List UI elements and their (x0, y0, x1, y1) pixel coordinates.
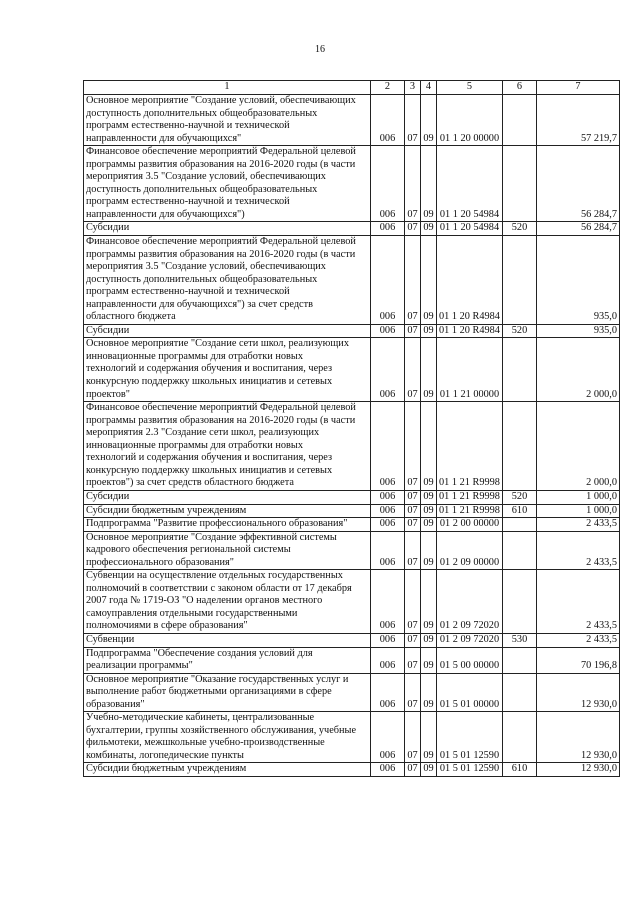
code-6-cell: 520 (503, 222, 537, 236)
code-5-cell: 01 2 09 00000 (437, 531, 503, 570)
code-5-cell: 01 5 01 12590 (437, 712, 503, 763)
code-2-cell: 006 (371, 570, 405, 634)
row-name-line: конкурсную поддержку школьных инициатив и сетевых (86, 376, 333, 388)
code-2-cell: 006 (371, 647, 405, 673)
row-name-line: Подпрограмма "Обеспечение создания условий для (86, 647, 313, 659)
row-name-line: 2007 года № 1719-ОЗ "О наделении органов местного (86, 595, 323, 607)
table-header-row (84, 81, 620, 95)
code-5-cell: 01 1 20 54984 (437, 146, 503, 222)
code-6-cell (503, 712, 537, 763)
code-5-cell: 01 5 01 00000 (437, 673, 503, 712)
row-name-line: полномочиями в сфере образования" (86, 620, 248, 632)
amount-cell: 2 433,5 (537, 531, 620, 570)
row-name-cell (84, 647, 371, 673)
code-6-cell (503, 402, 537, 491)
row-name-line: направленности для обучающихся" (86, 132, 242, 144)
code-3-cell: 07 (405, 712, 421, 763)
code-4-cell: 09 (421, 518, 437, 532)
table-row (84, 236, 620, 325)
row-name-line: образования" (86, 698, 145, 710)
table-row (84, 673, 620, 712)
code-5-cell: 01 2 09 72020 (437, 570, 503, 634)
amount-cell: 70 196,8 (537, 647, 620, 673)
code-3-cell: 07 (405, 531, 421, 570)
code-4-cell: 09 (421, 402, 437, 491)
code-4-cell: 09 (421, 570, 437, 634)
code-3-cell: 07 (405, 633, 421, 647)
row-name-line: программы развития образования на 2016-2020 годы (в части (86, 158, 356, 170)
amount-cell: 56 284,7 (537, 222, 620, 236)
row-name-cell (84, 504, 371, 518)
code-2-cell: 006 (371, 95, 405, 146)
table-row (84, 504, 620, 518)
code-5-cell: 01 5 01 12590 (437, 763, 503, 777)
row-name-line: конкурсную поддержку школьных инициатив и сетевых (86, 464, 333, 476)
row-name-line: программ естественно-научной и технической (86, 196, 290, 208)
row-name-line: Основное мероприятие "Оказание государственных услуг и (86, 673, 349, 685)
amount-cell: 935,0 (537, 324, 620, 338)
column-header-1: 1 (84, 81, 371, 95)
code-4-cell: 09 (421, 236, 437, 325)
row-name-line: доступность дополнительных общеобразовательных (86, 183, 318, 195)
table-row (84, 324, 620, 338)
code-5-cell: 01 5 00 00000 (437, 647, 503, 673)
row-name-cell (84, 95, 371, 146)
code-4-cell: 09 (421, 222, 437, 236)
code-5-cell: 01 1 20 R4984 (437, 236, 503, 325)
code-6-cell: 520 (503, 324, 537, 338)
code-4-cell: 09 (421, 504, 437, 518)
row-name-line: Финансовое обеспечение мероприятий Федеральной целевой (86, 146, 356, 158)
row-name-line: областного бюджета (86, 311, 176, 323)
table-row (84, 712, 620, 763)
row-name-line: полномочий в соответствии с законом области от 17 декабря (86, 582, 352, 594)
row-name-line: доступность дополнительных общеобразовательных (86, 107, 318, 119)
row-name-line: самоуправления отдельными государственными (86, 607, 298, 619)
column-header-7: 7 (537, 81, 620, 95)
code-5-cell: 01 1 21 R9998 (437, 504, 503, 518)
column-header-6: 6 (503, 81, 537, 95)
code-3-cell: 07 (405, 338, 421, 402)
row-name-line: инновационные программы для отработки новых (86, 439, 303, 451)
code-2-cell: 006 (371, 633, 405, 647)
column-header-3: 3 (405, 81, 421, 95)
amount-cell: 57 219,7 (537, 95, 620, 146)
table-row (84, 570, 620, 634)
row-name-line: Основное мероприятие "Создание эффективной системы (86, 531, 337, 543)
code-2-cell: 006 (371, 504, 405, 518)
code-5-cell: 01 1 20 R4984 (437, 324, 503, 338)
row-name-line: кадрового обеспечения региональной системы (86, 544, 291, 556)
amount-cell: 56 284,7 (537, 146, 620, 222)
code-3-cell: 07 (405, 324, 421, 338)
code-4-cell: 09 (421, 531, 437, 570)
table-row (84, 402, 620, 491)
code-2-cell: 006 (371, 518, 405, 532)
row-name-line: Учебно-методические кабинеты, централизованные (86, 712, 315, 724)
row-name-line: Субсидии (86, 490, 130, 502)
row-name-cell (84, 712, 371, 763)
row-name-line: Субсидии бюджетным учреждениям (86, 763, 247, 775)
code-6-cell (503, 146, 537, 222)
code-6-cell: 610 (503, 763, 537, 777)
row-name-cell (84, 763, 371, 777)
code-4-cell: 09 (421, 712, 437, 763)
amount-cell: 2 000,0 (537, 338, 620, 402)
code-6-cell (503, 570, 537, 634)
row-name-cell (84, 531, 371, 570)
code-5-cell: 01 2 09 72020 (437, 633, 503, 647)
row-name-cell (84, 338, 371, 402)
row-name-line: выполнение работ бюджетными организациями в сфере (86, 686, 332, 698)
code-3-cell: 07 (405, 146, 421, 222)
row-name-line: программ естественно-научной и технической (86, 120, 290, 132)
table-row (84, 763, 620, 777)
row-name-line: направленности для обучающихся") за счет средств (86, 298, 313, 310)
amount-cell: 12 930,0 (537, 673, 620, 712)
code-4-cell: 09 (421, 647, 437, 673)
row-name-cell (84, 236, 371, 325)
table-row (84, 490, 620, 504)
amount-cell: 2 433,5 (537, 518, 620, 532)
row-name-line: мероприятия 3.5 "Создание условий, обеспечивающих (86, 261, 326, 273)
column-header-4: 4 (421, 81, 437, 95)
row-name-cell (84, 673, 371, 712)
code-2-cell: 006 (371, 222, 405, 236)
amount-cell: 1 000,0 (537, 504, 620, 518)
code-6-cell (503, 338, 537, 402)
code-5-cell: 01 1 20 54984 (437, 222, 503, 236)
row-name-line: Субвенции на осуществление отдельных государственных (86, 570, 343, 582)
row-name-line: реализации программы" (86, 660, 193, 672)
code-3-cell: 07 (405, 570, 421, 634)
row-name-line: технологий и содержания обучения и воспитания, через (86, 452, 333, 464)
table-row (84, 146, 620, 222)
code-6-cell (503, 236, 537, 325)
amount-cell: 1 000,0 (537, 490, 620, 504)
table-body (84, 95, 620, 777)
row-name-line: Субвенции (86, 633, 135, 645)
row-name-line: направленности для обучающихся") (86, 208, 245, 220)
column-header-5: 5 (437, 81, 503, 95)
code-6-cell (503, 95, 537, 146)
code-5-cell: 01 1 21 R9998 (437, 490, 503, 504)
row-name-cell (84, 518, 371, 532)
code-3-cell: 07 (405, 222, 421, 236)
amount-cell: 12 930,0 (537, 763, 620, 777)
amount-cell: 2 000,0 (537, 402, 620, 491)
code-4-cell: 09 (421, 490, 437, 504)
table-row (84, 647, 620, 673)
table-row (84, 531, 620, 570)
code-2-cell: 006 (371, 763, 405, 777)
column-header-2: 2 (371, 81, 405, 95)
row-name-line: Финансовое обеспечение мероприятий Федеральной целевой (86, 402, 356, 414)
row-name-line: программ естественно-научной и технической (86, 286, 290, 298)
code-5-cell: 01 1 21 R9998 (437, 402, 503, 491)
code-3-cell: 07 (405, 236, 421, 325)
table-row (84, 518, 620, 532)
code-6-cell (503, 518, 537, 532)
row-name-cell (84, 570, 371, 634)
row-name-line: Субсидии (86, 324, 130, 336)
row-name-line: комбинаты, логопедические пункты (86, 749, 244, 761)
row-name-line: мероприятия 3.5 "Создание условий, обеспечивающих (86, 171, 326, 183)
row-name-line: Подпрограмма "Развитие профессионального образования" (86, 518, 348, 530)
row-name-line: технологий и содержания обучения и воспитания, через (86, 363, 333, 375)
table-row (84, 338, 620, 402)
row-name-cell (84, 633, 371, 647)
row-name-cell (84, 402, 371, 491)
code-4-cell: 09 (421, 324, 437, 338)
code-6-cell: 610 (503, 504, 537, 518)
amount-cell: 935,0 (537, 236, 620, 325)
code-3-cell: 07 (405, 402, 421, 491)
row-name-line: программы развития образования на 2016-2020 годы (в части (86, 414, 356, 426)
amount-cell: 12 930,0 (537, 712, 620, 763)
code-4-cell: 09 (421, 673, 437, 712)
code-4-cell: 09 (421, 95, 437, 146)
code-3-cell: 07 (405, 504, 421, 518)
budget-table (83, 80, 620, 777)
code-6-cell (503, 673, 537, 712)
row-name-line: Субсидии (86, 222, 130, 234)
row-name-line: проектов" (86, 388, 130, 400)
code-3-cell: 07 (405, 763, 421, 777)
code-4-cell: 09 (421, 338, 437, 402)
code-2-cell: 006 (371, 673, 405, 712)
row-name-cell (84, 324, 371, 338)
code-5-cell: 01 2 00 00000 (437, 518, 503, 532)
row-name-line: профессионального образования" (86, 556, 234, 568)
row-name-line: инновационные программы для отработки новых (86, 350, 303, 362)
code-2-cell: 006 (371, 531, 405, 570)
row-name-line: Основное мероприятие "Создание условий, обеспечивающих (86, 95, 356, 106)
row-name-line: Финансовое обеспечение мероприятий Федеральной целевой (86, 236, 356, 248)
row-name-line: проектов") за счет средств областного бюджета (86, 477, 294, 489)
table-row (84, 95, 620, 146)
row-name-line: фильмотеки, межшкольные учебно-производственные (86, 737, 325, 749)
code-2-cell: 006 (371, 338, 405, 402)
code-3-cell: 07 (405, 647, 421, 673)
code-2-cell: 006 (371, 402, 405, 491)
row-name-cell (84, 222, 371, 236)
code-4-cell: 09 (421, 633, 437, 647)
row-name-line: мероприятия 2.3 "Создание сети школ, реализующих (86, 427, 320, 439)
code-2-cell: 006 (371, 712, 405, 763)
code-2-cell: 006 (371, 324, 405, 338)
code-4-cell: 09 (421, 146, 437, 222)
row-name-line: бухгалтерии, группы хозяйственного обслуживания, учебные (86, 724, 357, 736)
code-6-cell (503, 647, 537, 673)
row-name-line: Основное мероприятие "Создание сети школ, реализующих (86, 338, 349, 350)
row-name-line: доступность дополнительных общеобразовательных (86, 273, 318, 285)
code-3-cell: 07 (405, 95, 421, 146)
table-row (84, 222, 620, 236)
table-row (84, 633, 620, 647)
row-name-cell (84, 490, 371, 504)
code-4-cell: 09 (421, 763, 437, 777)
amount-cell: 2 433,5 (537, 570, 620, 634)
code-5-cell: 01 1 21 00000 (437, 338, 503, 402)
code-6-cell: 520 (503, 490, 537, 504)
code-2-cell: 006 (371, 490, 405, 504)
code-2-cell: 006 (371, 146, 405, 222)
code-3-cell: 07 (405, 490, 421, 504)
code-3-cell: 07 (405, 673, 421, 712)
row-name-line: программы развития образования на 2016-2020 годы (в части (86, 248, 356, 260)
page-number: 16 (315, 44, 325, 55)
code-6-cell (503, 531, 537, 570)
code-2-cell: 006 (371, 236, 405, 325)
row-name-cell (84, 146, 371, 222)
amount-cell: 2 433,5 (537, 633, 620, 647)
code-5-cell: 01 1 20 00000 (437, 95, 503, 146)
code-3-cell: 07 (405, 518, 421, 532)
code-6-cell: 530 (503, 633, 537, 647)
row-name-line: Субсидии бюджетным учреждениям (86, 504, 247, 516)
